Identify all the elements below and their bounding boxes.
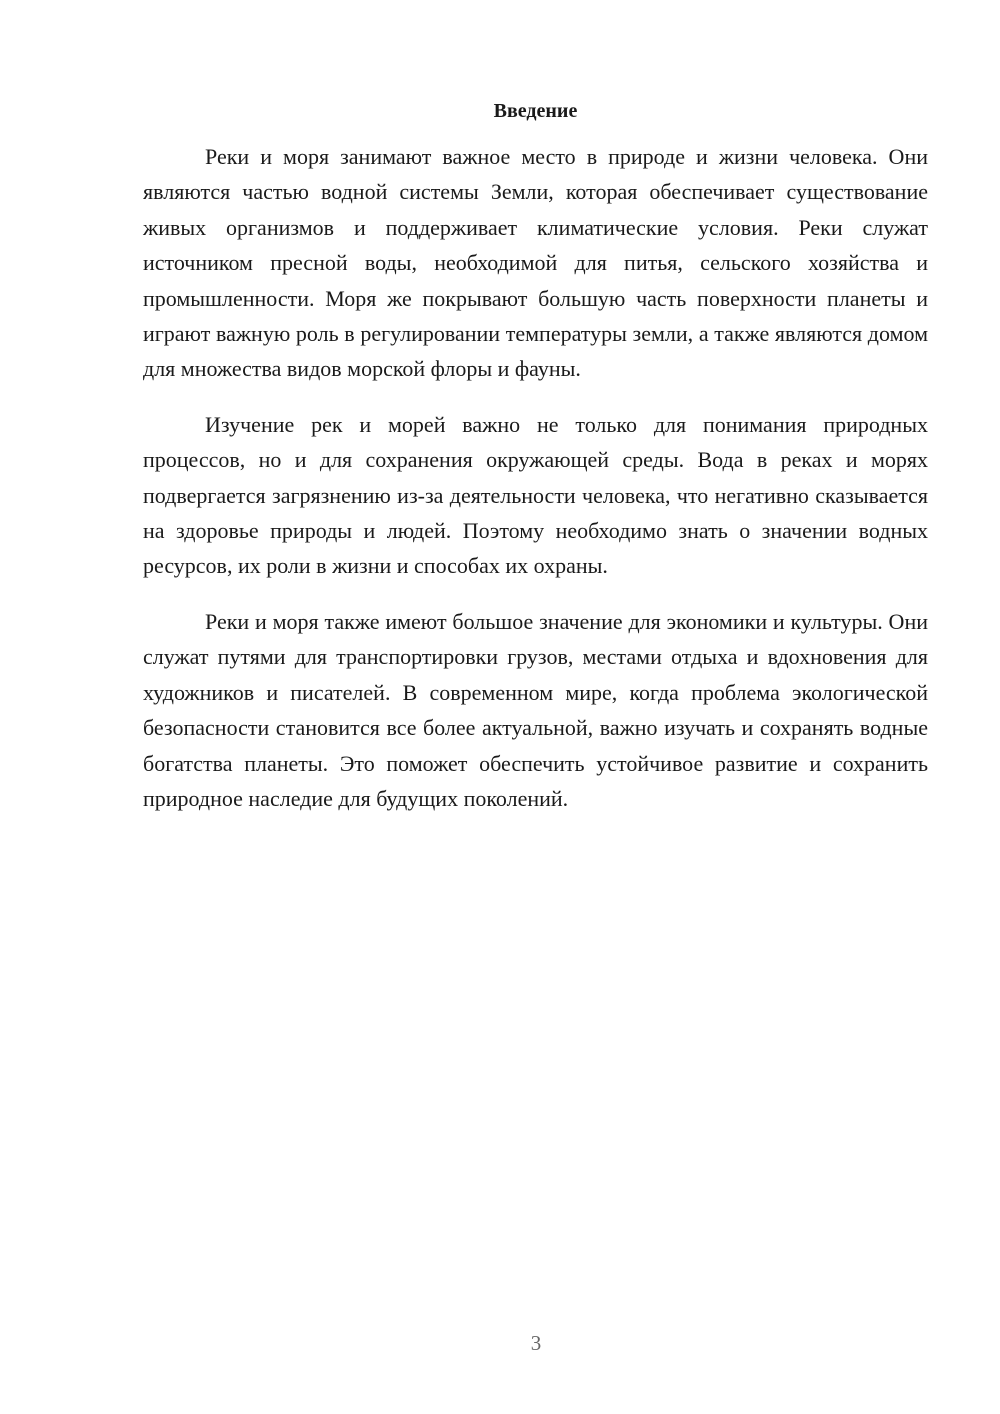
paragraph-1: Реки и моря занимают важное место в природе и жизни человека. Они являются частью водной системы Земли, которая обеспечивает существование живых организмов и поддерживает климатические условия. Реки служат источником пресной воды, необходимой для питья, сельского хозяйства и промышленности. Моря же покрывают большую часть поверхности планеты и играют важную роль в регулировании температуры земли, а также являются домом для множества видов морской флоры и фауны.	[143, 144, 928, 382]
document-body	[143, 94, 928, 836]
page-number: 3	[530, 1331, 542, 1355]
paragraph-3: Реки и моря также имеют большое значение для экономики и культуры. Они служат путями для транспортировки грузов, местами отдыха и вдохновения для художников и писателей. В современном мире, когда проблема экологической безопасности становится все более актуальной, важно изучать и сохранять водные богатства планеты. Это поможет обеспечить устойчивое развитие и сохранить природное наследие для будущих поколений.	[143, 608, 928, 811]
section-title: Введение	[493, 100, 578, 122]
paragraph-2: Изучение рек и морей важно не только для понимания природных процессов, но и для сохранения окружающей среды. Вода в реках и морях подвергается загрязнению из-за деятельности человека, что негативно сказывается на здоровье природы и людей. Поэтому необходимо знать о значении водных ресурсов, их роли в жизни и способах их охраны.	[143, 411, 928, 579]
